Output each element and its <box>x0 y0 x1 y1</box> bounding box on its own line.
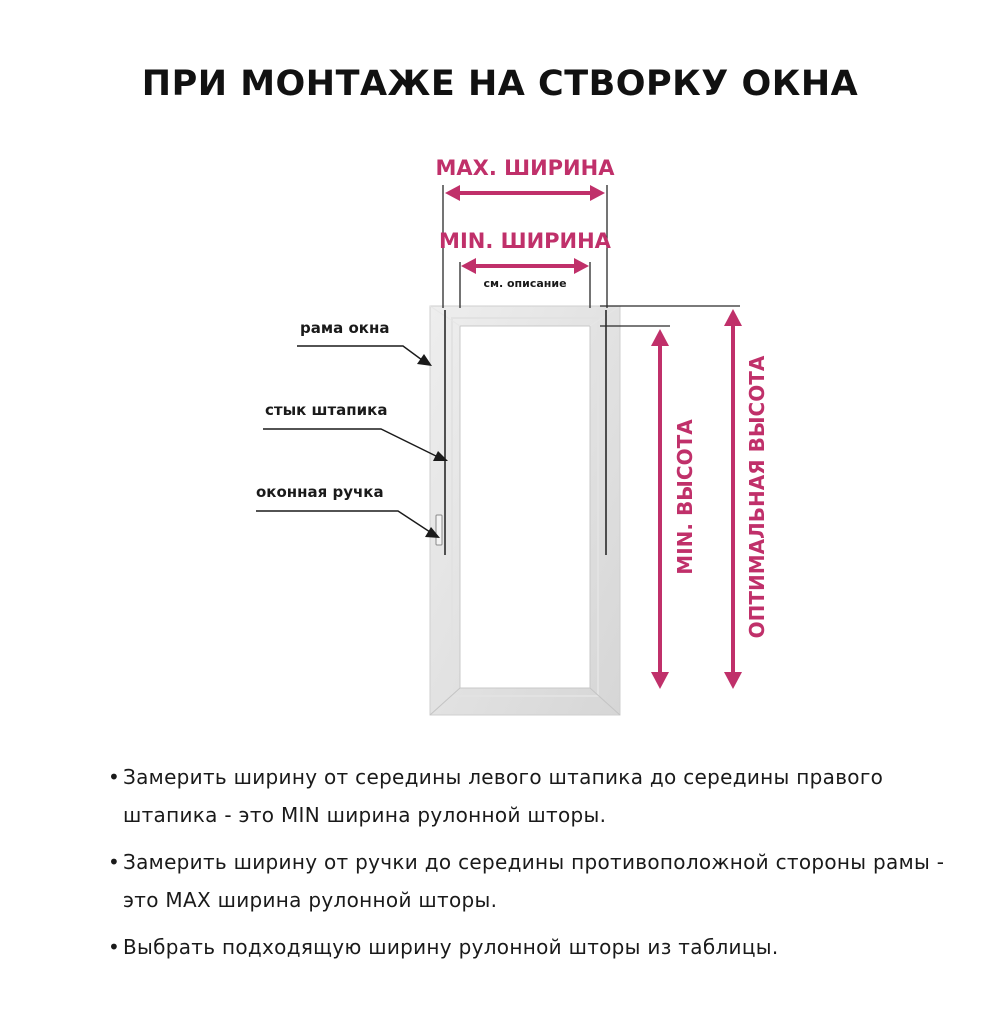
min-height-label: MIN. ВЫСОТА <box>673 419 697 575</box>
min-height-dimension <box>651 329 669 689</box>
bullet-icon: • <box>108 850 121 874</box>
callout-handle-label: оконная ручка <box>256 483 384 501</box>
instruction-text: Замерить ширину от середины левого штапика до середины правого штапика - это MIN ширина рулонной шторы. <box>123 765 884 827</box>
optimal-height-dimension <box>724 309 742 689</box>
instruction-list <box>108 758 968 975</box>
optimal-height-label: ОПТИМАЛЬНАЯ ВЫСОТА <box>745 355 769 639</box>
instruction-item <box>108 843 968 919</box>
callout-handle-leader <box>256 511 440 538</box>
callout-frame-leader <box>297 346 432 366</box>
bullet-icon: • <box>108 765 121 789</box>
min-width-label: MIN. ШИРИНА <box>439 229 611 253</box>
instruction-item <box>108 928 968 966</box>
instruction-text: Выбрать подходящую ширину рулонной шторы из таблицы. <box>123 935 779 959</box>
bullet-icon: • <box>108 935 121 959</box>
window-sash <box>430 306 620 715</box>
instruction-item <box>108 758 968 834</box>
min-width-note: см. описание <box>483 277 567 290</box>
instruction-text: Замерить ширину от ручки до середины противоположной стороны рамы - это MAX ширина рулонной шторы. <box>123 850 945 912</box>
callout-bead-joint-leader <box>263 429 448 461</box>
page-title: ПРИ МОНТАЖЕ НА СТВОРКУ ОКНА <box>141 64 859 104</box>
callout-bead-joint-label: стык штапика <box>265 401 388 419</box>
max-width-label: MAX. ШИРИНА <box>435 156 615 180</box>
window-handle <box>436 515 442 545</box>
callout-frame-label: рама окна <box>300 319 390 337</box>
